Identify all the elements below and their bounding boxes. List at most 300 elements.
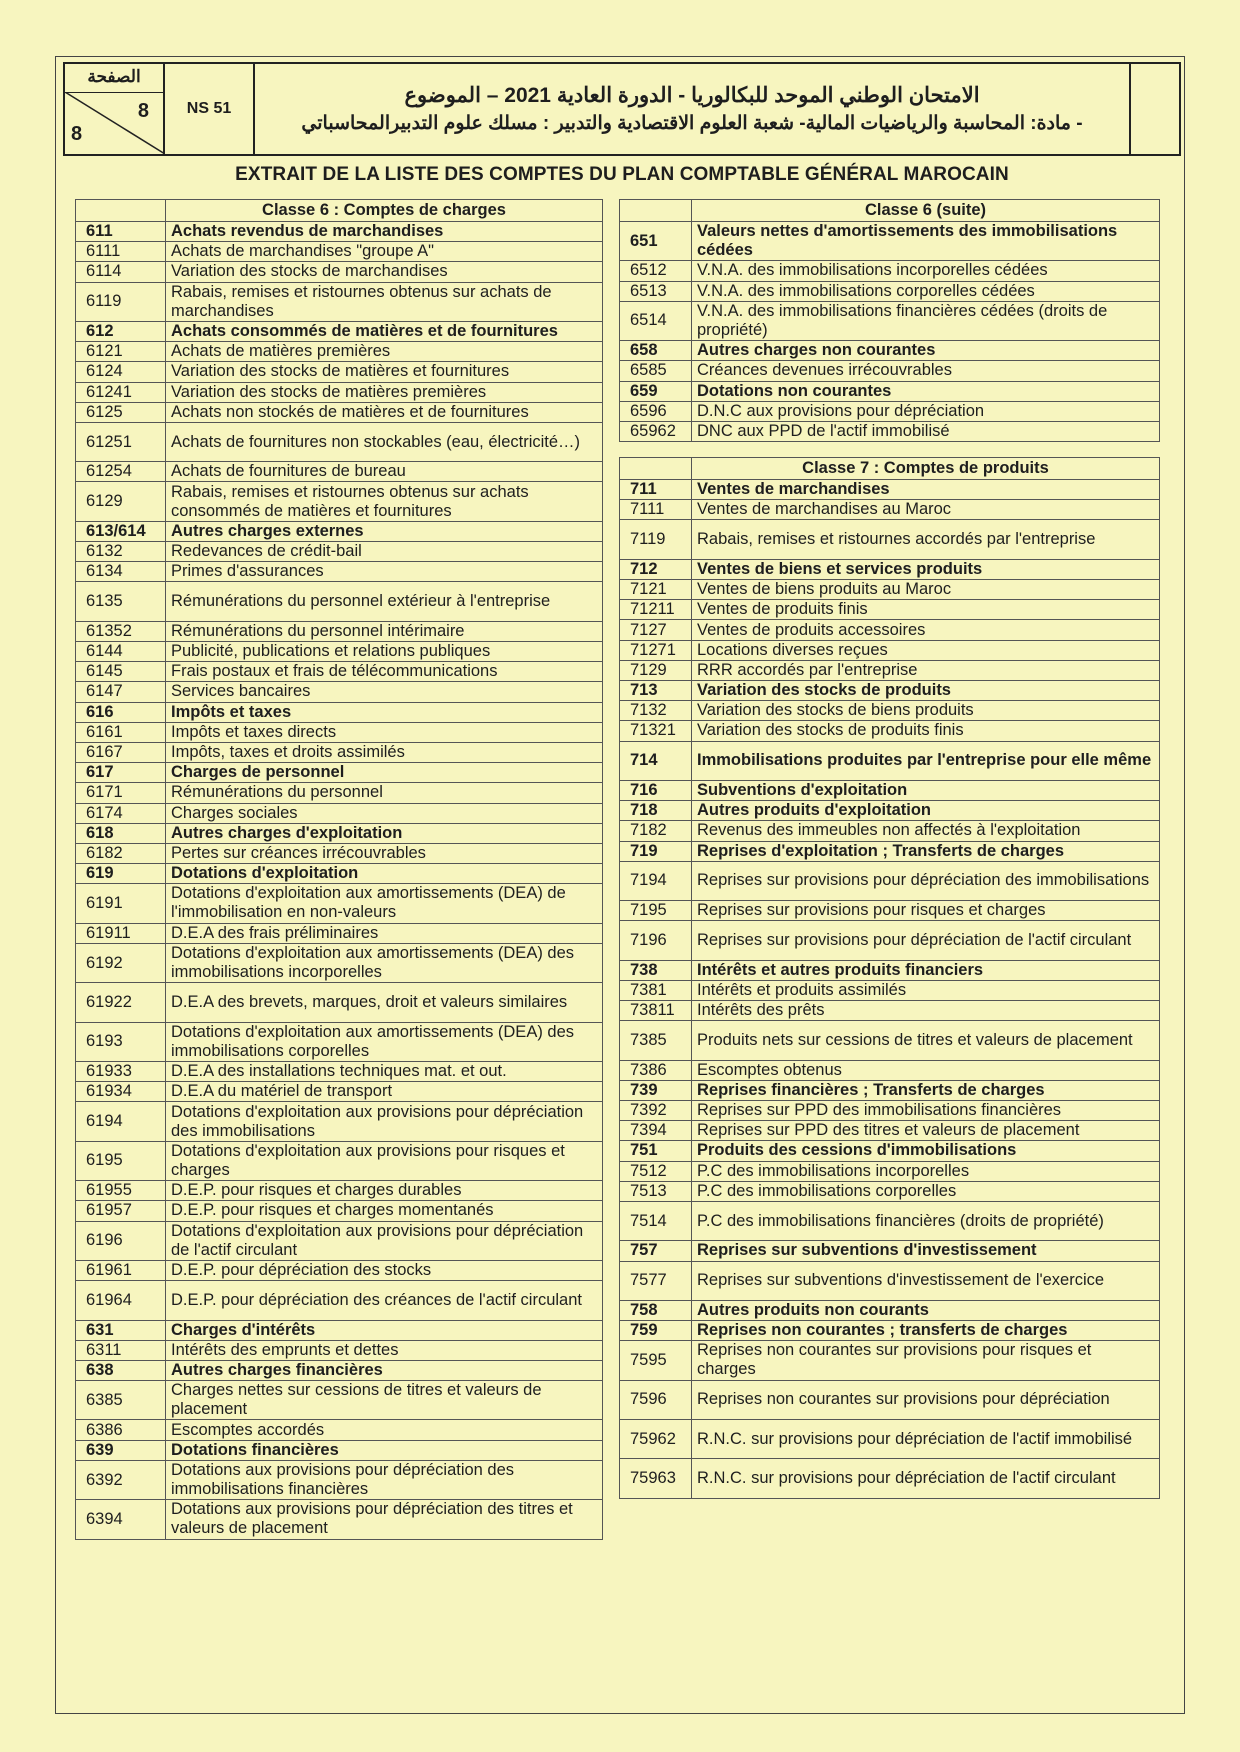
account-code: 75963: [620, 1459, 692, 1498]
account-label: Reprises non courantes sur provisions pour risques et charges: [692, 1341, 1160, 1380]
account-code: 611: [76, 222, 166, 242]
account-label: Variation des stocks de matières et fournitures: [166, 362, 603, 382]
account-code: 6145: [76, 662, 166, 682]
account-code: 7394: [620, 1121, 692, 1141]
table-row: [76, 864, 603, 884]
table-row: [620, 281, 1160, 301]
account-code: 712: [620, 559, 692, 579]
table-row: [620, 980, 1160, 1000]
account-label: Ventes de biens et services produits: [692, 559, 1160, 579]
account-label: P.C des immobilisations financières (droits de propriété): [692, 1201, 1160, 1240]
account-code: 639: [76, 1440, 166, 1460]
account-code: 7119: [620, 520, 692, 559]
account-label: Valeurs nettes d'amortissements des immobilisations cédées: [692, 222, 1160, 261]
account-label: Charges d'intérêts: [166, 1320, 603, 1340]
account-label: Dotations non courantes: [692, 381, 1160, 401]
table-row: [76, 884, 603, 923]
account-label: Reprises d'exploitation ; Transferts de charges: [692, 841, 1160, 861]
exam-code: NS 51: [165, 64, 255, 154]
account-label: Ventes de marchandises au Maroc: [692, 500, 1160, 520]
table-row: [76, 1360, 603, 1380]
account-label: Primes d'assurances: [166, 562, 603, 582]
table-row: [76, 1102, 603, 1141]
account-code: 6193: [76, 1022, 166, 1061]
account-label: Dotations d'exploitation: [166, 864, 603, 884]
account-label: Autres produits d'exploitation: [692, 801, 1160, 821]
table-row: [620, 801, 1160, 821]
table-row: [76, 1260, 603, 1280]
table-row: [76, 1460, 603, 1499]
account-label: Produits nets sur cessions de titres et valeurs de placement: [692, 1021, 1160, 1060]
table-row: [76, 482, 603, 521]
account-label: Reprises sur PPD des immobilisations financières: [692, 1100, 1160, 1120]
account-code: 6514: [620, 301, 692, 340]
table-row: [76, 1500, 603, 1539]
account-label: D.E.A des installations techniques mat. et out.: [166, 1062, 603, 1082]
table-row: [76, 642, 603, 662]
account-label: DNC aux PPD de l'actif immobilisé: [692, 421, 1160, 441]
account-label: Charges sociales: [166, 803, 603, 823]
account-code: 751: [620, 1141, 692, 1161]
account-label: Créances devenues irrécouvrables: [692, 361, 1160, 381]
table-row: [620, 1201, 1160, 1240]
table-row: [620, 520, 1160, 559]
exam-title: [255, 64, 1131, 154]
page-label: الصفحة: [87, 67, 141, 86]
table-heading: Classe 7 : Comptes de produits: [692, 458, 1160, 480]
table-row: [76, 342, 603, 362]
table-row: [620, 580, 1160, 600]
account-label: Reprises financières ; Transferts de charges: [692, 1080, 1160, 1100]
account-code: 6147: [76, 682, 166, 702]
table-row: [76, 1181, 603, 1201]
account-code: 6121: [76, 342, 166, 362]
table-row: [76, 843, 603, 863]
account-code: 7385: [620, 1021, 692, 1060]
account-label: Autres charges financières: [166, 1360, 603, 1380]
table-row: [620, 1459, 1160, 1498]
account-label: D.E.A du matériel de transport: [166, 1082, 603, 1102]
account-label: Reprises sur provisions pour dépréciation des immobilisations: [692, 861, 1160, 900]
account-code: 61922: [76, 983, 166, 1022]
table-row: [76, 621, 603, 641]
account-code: 6161: [76, 722, 166, 742]
table-row: [620, 841, 1160, 861]
table-row: [76, 923, 603, 943]
account-label: Escomptes obtenus: [692, 1060, 1160, 1080]
account-label: Dotations d'exploitation aux amortissements (DEA) de l'immobilisation en non-valeurs: [166, 884, 603, 923]
account-code: 7127: [620, 620, 692, 640]
account-code: 6596: [620, 401, 692, 421]
account-code: 6386: [76, 1420, 166, 1440]
account-code: 7129: [620, 660, 692, 680]
account-label: Dotations financières: [166, 1440, 603, 1460]
table-row: [76, 362, 603, 382]
account-code: 659: [620, 381, 692, 401]
account-code: 638: [76, 1360, 166, 1380]
table-row: [76, 282, 603, 321]
account-label: Autres produits non courants: [692, 1300, 1160, 1320]
account-label: Produits des cessions d'immobilisations: [692, 1141, 1160, 1161]
account-label: V.N.A. des immobilisations financières cédées (droits de propriété): [692, 301, 1160, 340]
account-label: D.E.P. pour risques et charges durables: [166, 1181, 603, 1201]
account-code: 718: [620, 801, 692, 821]
account-code: 75962: [620, 1420, 692, 1459]
account-code: 759: [620, 1321, 692, 1341]
account-label: Intérêts des prêts: [692, 1001, 1160, 1021]
account-label: Dotations d'exploitation aux amortissements (DEA) des immobilisations incorporelles: [166, 943, 603, 982]
account-code: 716: [620, 780, 692, 800]
table-row: [620, 1080, 1160, 1100]
table-row: [76, 1440, 603, 1460]
table-row: [76, 262, 603, 282]
account-code: 7512: [620, 1161, 692, 1181]
account-code: 61911: [76, 923, 166, 943]
account-code: 711: [620, 480, 692, 500]
account-label: Achats de fournitures non stockables (eau, électricité…): [166, 422, 603, 461]
table-heading: Classe 6 : Comptes de charges: [166, 200, 603, 222]
table-row: [76, 682, 603, 702]
table-row: [76, 1281, 603, 1320]
account-label: Rabais, remises et ristournes obtenus sur achats de marchandises: [166, 282, 603, 321]
account-code: 6129: [76, 482, 166, 521]
account-code: 6144: [76, 642, 166, 662]
account-code: 61964: [76, 1281, 166, 1320]
table-gap: [620, 442, 1160, 458]
account-code: 6182: [76, 843, 166, 863]
account-code: 7111: [620, 500, 692, 520]
account-code: 73811: [620, 1001, 692, 1021]
table-row: [620, 1121, 1160, 1141]
account-label: Impôts, taxes et droits assimilés: [166, 742, 603, 762]
account-label: Intérêts et produits assimilés: [692, 980, 1160, 1000]
account-label: Redevances de crédit-bail: [166, 542, 603, 562]
account-label: Reprises sur subventions d'investissement: [692, 1241, 1160, 1261]
account-code: 6125: [76, 402, 166, 422]
account-label: Reprises sur provisions pour risques et charges: [692, 901, 1160, 921]
account-label: Locations diverses reçues: [692, 640, 1160, 660]
table-row: [76, 702, 603, 722]
account-code: 6394: [76, 1500, 166, 1539]
account-label: Reprises non courantes sur provisions pour dépréciation: [692, 1380, 1160, 1419]
table-row: [620, 222, 1160, 261]
account-label: Reprises sur provisions pour dépréciation de l'actif circulant: [692, 921, 1160, 960]
table-row: [620, 301, 1160, 340]
table-row: [620, 1380, 1160, 1419]
account-label: Reprises sur PPD des titres et valeurs de placement: [692, 1121, 1160, 1141]
table-row: [76, 1420, 603, 1440]
account-code: 6171: [76, 783, 166, 803]
account-code: 61352: [76, 621, 166, 641]
account-label: Pertes sur créances irrécouvrables: [166, 843, 603, 863]
table-row: [620, 1261, 1160, 1300]
table-row: [76, 242, 603, 262]
account-label: Dotations aux provisions pour dépréciation des immobilisations financières: [166, 1460, 603, 1499]
account-label: Rémunérations du personnel extérieur à l'entreprise: [166, 582, 603, 621]
account-code: 71211: [620, 600, 692, 620]
table-row: [76, 803, 603, 823]
account-code: 7381: [620, 980, 692, 1000]
account-label: Impôts et taxes: [166, 702, 603, 722]
table-row: [76, 582, 603, 621]
account-code: 6174: [76, 803, 166, 823]
table-row: [620, 381, 1160, 401]
table-row: [76, 1022, 603, 1061]
account-code: 7392: [620, 1100, 692, 1120]
page-number: 8: [137, 100, 149, 122]
exam-title-line1: الامتحان الوطني الموحد للبكالوريا - الدورة العادية 2021 – الموضوع: [404, 84, 980, 107]
account-label: Services bancaires: [166, 682, 603, 702]
account-label: Variation des stocks de produits: [692, 680, 1160, 700]
account-code: 6392: [76, 1460, 166, 1499]
table-row: [620, 821, 1160, 841]
account-label: D.N.C aux provisions pour dépréciation: [692, 401, 1160, 421]
account-code: 61957: [76, 1201, 166, 1221]
account-label: Ventes de produits finis: [692, 600, 1160, 620]
account-label: Charges de personnel: [166, 763, 603, 783]
account-code: 6194: [76, 1102, 166, 1141]
table-row: [76, 562, 603, 582]
account-code: 7596: [620, 1380, 692, 1419]
table-row: [620, 660, 1160, 680]
account-label: D.E.P. pour dépréciation des stocks: [166, 1260, 603, 1280]
account-code: 6124: [76, 362, 166, 382]
account-code: 617: [76, 763, 166, 783]
page-number-box: [65, 64, 165, 154]
table-row: [620, 1100, 1160, 1120]
exam-title-line2: - مادة: المحاسبة والرياضيات المالية- شعبة العلوم الاقتصادية والتدبير : مسلك علوم التدبيرالمحاسباتي: [301, 113, 1083, 134]
account-label: R.N.C. sur provisions pour dépréciation de l'actif immobilisé: [692, 1420, 1160, 1459]
table-row: [76, 1381, 603, 1420]
table-row: [620, 680, 1160, 700]
table-row: [620, 421, 1160, 441]
account-label: Achats de fournitures de bureau: [166, 462, 603, 482]
table-row: [76, 1221, 603, 1260]
table-row: [76, 823, 603, 843]
account-code: 6111: [76, 242, 166, 262]
table-row: [76, 1340, 603, 1360]
table-row: [76, 1141, 603, 1180]
account-label: Variation des stocks de produits finis: [692, 721, 1160, 741]
account-code: 719: [620, 841, 692, 861]
table-row: [620, 640, 1160, 660]
table-row: [620, 500, 1160, 520]
account-code: 713: [620, 680, 692, 700]
document-title: EXTRAIT DE LA LISTE DES COMPTES DU PLAN COMPTABLE GÉNÉRAL MAROCAIN: [235, 164, 1009, 185]
account-label: Rémunérations du personnel intérimaire: [166, 621, 603, 641]
account-code: 65962: [620, 421, 692, 441]
table-row: [76, 422, 603, 461]
account-code: 6585: [620, 361, 692, 381]
account-label: R.N.C. sur provisions pour dépréciation de l'actif circulant: [692, 1459, 1160, 1498]
account-code: 6195: [76, 1141, 166, 1180]
account-code: 6385: [76, 1381, 166, 1420]
account-code: 61955: [76, 1181, 166, 1201]
table-row: [620, 721, 1160, 741]
table-row: [76, 402, 603, 422]
account-code: 6196: [76, 1221, 166, 1260]
account-code: 7514: [620, 1201, 692, 1240]
table-row: [620, 1300, 1160, 1320]
table-row: [620, 480, 1160, 500]
table-row: [620, 1141, 1160, 1161]
account-code: 61241: [76, 382, 166, 402]
account-label: V.N.A. des immobilisations incorporelles cédées: [692, 261, 1160, 281]
table-row: [76, 983, 603, 1022]
account-code: 61933: [76, 1062, 166, 1082]
account-label: Dotations aux provisions pour dépréciation des titres et valeurs de placement: [166, 1500, 603, 1539]
table-row: [620, 1021, 1160, 1060]
table-row: [620, 600, 1160, 620]
table-row: [620, 1001, 1160, 1021]
table-row: [76, 763, 603, 783]
account-label: Achats consommés de matières et de fournitures: [166, 321, 603, 341]
account-code: 7121: [620, 580, 692, 600]
account-label: Publicité, publications et relations publiques: [166, 642, 603, 662]
account-code: 613/614: [76, 521, 166, 541]
account-label: Frais postaux et frais de télécommunications: [166, 662, 603, 682]
table-row: [76, 542, 603, 562]
table-row: [76, 382, 603, 402]
table-row: [76, 662, 603, 682]
account-code: 6512: [620, 261, 692, 281]
account-code: 6191: [76, 884, 166, 923]
account-label: Intérêts et autres produits financiers: [692, 960, 1160, 980]
account-code: 7196: [620, 921, 692, 960]
table-row: [620, 780, 1160, 800]
table-row: [620, 921, 1160, 960]
account-label: Impôts et taxes directs: [166, 722, 603, 742]
account-label: Dotations d'exploitation aux provisions pour dépréciation de l'actif circulant: [166, 1221, 603, 1260]
account-code: 658: [620, 341, 692, 361]
account-code: 61961: [76, 1260, 166, 1280]
table-row: [620, 1241, 1160, 1261]
account-label: Achats de marchandises "groupe A": [166, 242, 603, 262]
account-code: 7194: [620, 861, 692, 900]
page-total: 8: [71, 123, 83, 145]
account-label: Reprises non courantes ; transferts de charges: [692, 1321, 1160, 1341]
accounts-table-class6-7: [619, 199, 1160, 1499]
accounts-table-class6: [75, 199, 603, 1540]
table-row: [620, 1321, 1160, 1341]
account-code: 714: [620, 741, 692, 780]
account-code: 6114: [76, 262, 166, 282]
table-row: [620, 1060, 1160, 1080]
account-code: 71271: [620, 640, 692, 660]
account-code: 758: [620, 1300, 692, 1320]
account-label: Intérêts des emprunts et dettes: [166, 1340, 603, 1360]
table-row: [620, 620, 1160, 640]
account-code: 618: [76, 823, 166, 843]
exam-header: [63, 62, 1181, 156]
table-row: [620, 1181, 1160, 1201]
table-row: [76, 1082, 603, 1102]
account-code: 651: [620, 222, 692, 261]
account-label: Escomptes accordés: [166, 1420, 603, 1440]
account-label: Autres charges non courantes: [692, 341, 1160, 361]
account-label: D.E.P. pour dépréciation des créances de l'actif circulant: [166, 1281, 603, 1320]
account-code: 61934: [76, 1082, 166, 1102]
account-code: 61254: [76, 462, 166, 482]
account-label: Variation des stocks de biens produits: [692, 701, 1160, 721]
account-code: 738: [620, 960, 692, 980]
table-row: [620, 361, 1160, 381]
account-label: Ventes de produits accessoires: [692, 620, 1160, 640]
account-label: Charges nettes sur cessions de titres et valeurs de placement: [166, 1381, 603, 1420]
table-row: [620, 1341, 1160, 1380]
account-label: V.N.A. des immobilisations corporelles cédées: [692, 281, 1160, 301]
account-code: 6135: [76, 582, 166, 621]
account-label: Ventes de marchandises: [692, 480, 1160, 500]
table-row: [76, 521, 603, 541]
table-row: [620, 1420, 1160, 1459]
account-code: 631: [76, 1320, 166, 1340]
account-code: 6134: [76, 562, 166, 582]
account-label: Rémunérations du personnel: [166, 783, 603, 803]
table-row: [76, 462, 603, 482]
table-row: [76, 321, 603, 341]
table-row: [76, 1201, 603, 1221]
account-label: Achats de matières premières: [166, 342, 603, 362]
table-row: [76, 742, 603, 762]
account-label: RRR accordés par l'entreprise: [692, 660, 1160, 680]
account-code: 6167: [76, 742, 166, 762]
account-label: Subventions d'exploitation: [692, 780, 1160, 800]
account-code: 6132: [76, 542, 166, 562]
account-code: 6119: [76, 282, 166, 321]
account-label: Revenus des immeubles non affectés à l'exploitation: [692, 821, 1160, 841]
account-label: Rabais, remises et ristournes accordés par l'entreprise: [692, 520, 1160, 559]
table-row: [620, 261, 1160, 281]
table-row: [620, 960, 1160, 980]
account-code: 7595: [620, 1341, 692, 1380]
account-code: 71321: [620, 721, 692, 741]
table-row: [76, 722, 603, 742]
account-label: Autres charges d'exploitation: [166, 823, 603, 843]
account-label: Autres charges externes: [166, 521, 603, 541]
account-code: 6513: [620, 281, 692, 301]
account-code: 739: [620, 1080, 692, 1100]
account-code: 7182: [620, 821, 692, 841]
account-label: Dotations d'exploitation aux amortissements (DEA) des immobilisations corporelles: [166, 1022, 603, 1061]
table-row: [76, 943, 603, 982]
account-code: 6192: [76, 943, 166, 982]
account-label: Reprises sur subventions d'investissement de l'exercice: [692, 1261, 1160, 1300]
account-code: 7132: [620, 701, 692, 721]
table-row: [76, 1320, 603, 1340]
table-row: [620, 741, 1160, 780]
account-label: Variation des stocks de matières premières: [166, 382, 603, 402]
account-code: 7195: [620, 901, 692, 921]
account-label: Rabais, remises et ristournes obtenus sur achats consommés de matières et fournitures: [166, 482, 603, 521]
account-label: Dotations d'exploitation aux provisions pour risques et charges: [166, 1141, 603, 1180]
account-label: Achats non stockés de matières et de fournitures: [166, 402, 603, 422]
account-code: 619: [76, 864, 166, 884]
account-label: Variation des stocks de marchandises: [166, 262, 603, 282]
table-row: [620, 1161, 1160, 1181]
header-empty-cell: [1131, 64, 1179, 154]
table-row: [620, 341, 1160, 361]
account-code: 616: [76, 702, 166, 722]
account-code: 7513: [620, 1181, 692, 1201]
account-code: 757: [620, 1241, 692, 1261]
account-code: 7577: [620, 1261, 692, 1300]
account-code: 61251: [76, 422, 166, 461]
account-label: P.C des immobilisations corporelles: [692, 1181, 1160, 1201]
account-code: 6311: [76, 1340, 166, 1360]
account-label: D.E.P. pour risques et charges momentanés: [166, 1201, 603, 1221]
account-label: D.E.A des brevets, marques, droit et valeurs similaires: [166, 983, 603, 1022]
